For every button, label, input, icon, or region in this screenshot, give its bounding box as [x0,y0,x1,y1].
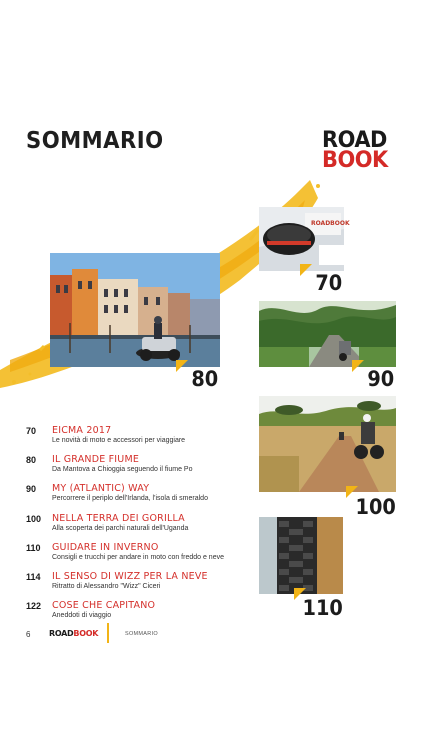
toc-entry[interactable] [26,543,266,572]
svg-text:ROADBOOK: ROADBOOK [311,220,350,227]
toc-page-number: 80 [26,455,37,466]
page-title: SOMMARIO [26,128,164,154]
winter-tyre-photo [259,517,343,594]
toc-entry[interactable] [26,455,266,484]
toc-page-number: 110 [26,542,41,553]
page-marker-triangle [176,360,188,372]
footer-logo-road: ROAD [49,629,74,638]
footer-logo-book: BOOK [73,629,99,638]
toc-heading: MY (ATLANTIC) WAY [52,483,150,495]
page-number-80: 80 [191,367,218,391]
footer-logo [49,629,98,638]
page-number-70: 70 [315,271,342,295]
uganda-dirt-road-photo [259,396,396,492]
eicma-accessories-photo [259,207,350,271]
toc-page-number: 100 [26,513,42,524]
ireland-road-photo [259,301,396,367]
page-marker-triangle [352,360,364,372]
toc-page-number: 70 [26,426,37,436]
toc-entry[interactable] [26,572,266,601]
toc-entry[interactable] [26,514,266,543]
toc-subtitle: Alla scoperta dei parchi naturali dell'Uganda [52,524,189,532]
toc-heading: EICMA 2017 [52,425,112,436]
toc-page-number: 90 [26,484,37,495]
toc-subtitle: Aneddoti di viaggio [52,612,112,620]
toc-heading: IL GRANDE FIUME [52,454,140,466]
logo-line-road: ROAD [322,128,387,153]
page-number-90: 90 [367,367,394,391]
toc-entry[interactable] [26,484,266,513]
toc-heading: IL SENSO DI WIZZ PER LA NEVE [52,570,208,582]
toc-heading: GUIDARE IN INVERNO [52,541,159,553]
venice-motorcycle-photo [50,253,220,367]
toc-page-number: 122 [26,601,42,612]
page-number-100: 100 [355,495,396,519]
toc-entry[interactable] [26,601,266,630]
table-of-contents [26,426,266,630]
toc-subtitle: Percorrere il periplo dell'Irlanda, l'isola di smeraldo [52,495,208,503]
toc-subtitle: Da Mantova a Chioggia seguendo il fiume Po [52,466,193,474]
footer-section-label: SOMMARIO [125,631,158,637]
toc-page-number: 114 [26,571,41,582]
toc-subtitle: Consigli e trucchi per andare in moto con freddo e neve [52,553,224,561]
toc-subtitle: Ritratto di Alessandro "Wizz" Ciceri [52,582,161,590]
logo-line-book: BOOK [322,148,388,173]
toc-heading: COSE CHE CAPITANO [52,600,156,612]
footer-page-number: 6 [26,630,31,639]
page-number-110: 110 [302,596,343,620]
toc-entry[interactable] [26,426,266,455]
toc-subtitle: Le novità di moto e accessori per viaggiare [52,437,186,444]
page-marker-triangle [300,264,312,276]
toc-heading: NELLA TERRA DEI GORILLA [52,512,185,524]
footer-divider [107,623,109,643]
page-footer [26,628,226,644]
